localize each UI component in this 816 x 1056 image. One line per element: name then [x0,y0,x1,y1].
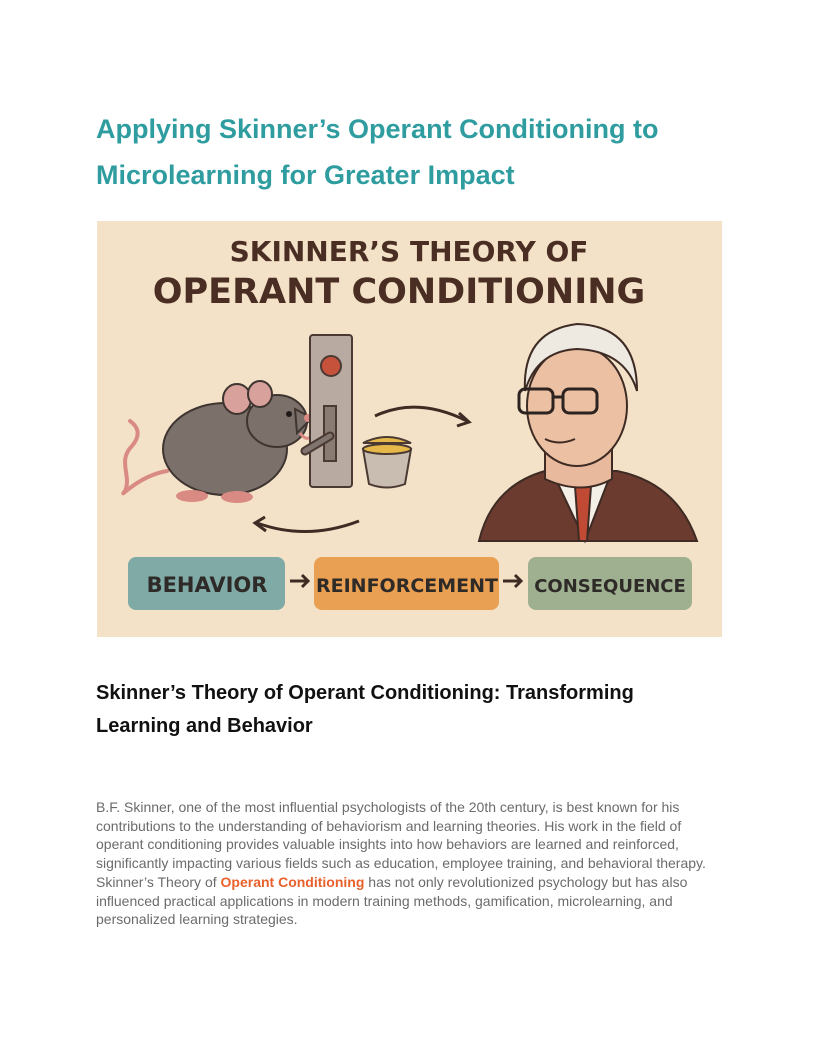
food-bowl-illustration [363,437,411,488]
hero-illustration [97,221,722,637]
flow-consequence: CONSEQUENCE [534,576,686,597]
intro-paragraph [96,798,721,929]
flow-behavior: BEHAVIOR [146,573,268,597]
hero-title-line1: SKINNER’S THEORY OF [229,235,589,268]
hero-title-line2: OPERANT CONDITIONING [152,272,646,312]
paragraph-text-before-link: B.F. Skinner, one of the most influential psychologists of the 20th century, is best known for his contributions to the understanding of behaviorism and learning theories. His work in the field of operant conditioning provides valuable insights into how behaviors are learned and reinforced, significantly impacting various fields such as education, employee training, and behavioral therapy. Skinner’s Theory of [96,799,706,890]
lever-box-illustration [305,335,352,487]
section-heading: Skinner’s Theory of Operant Conditioning: Transforming Learning and Behavior [96,682,634,737]
page-title: Applying Skinner’s Operant Conditioning to Microlearning for Greater Impact [96,114,659,190]
operant-conditioning-link[interactable]: Operant Conditioning [220,873,365,890]
paragraph-text-after-link: has not only revolutionized psychology but has also influenced practical applications in modern training methods, gamification, microlearning, and personalized learning strategies. [96,873,688,928]
flow-reinforcement: REINFORCEMENT [315,575,499,597]
